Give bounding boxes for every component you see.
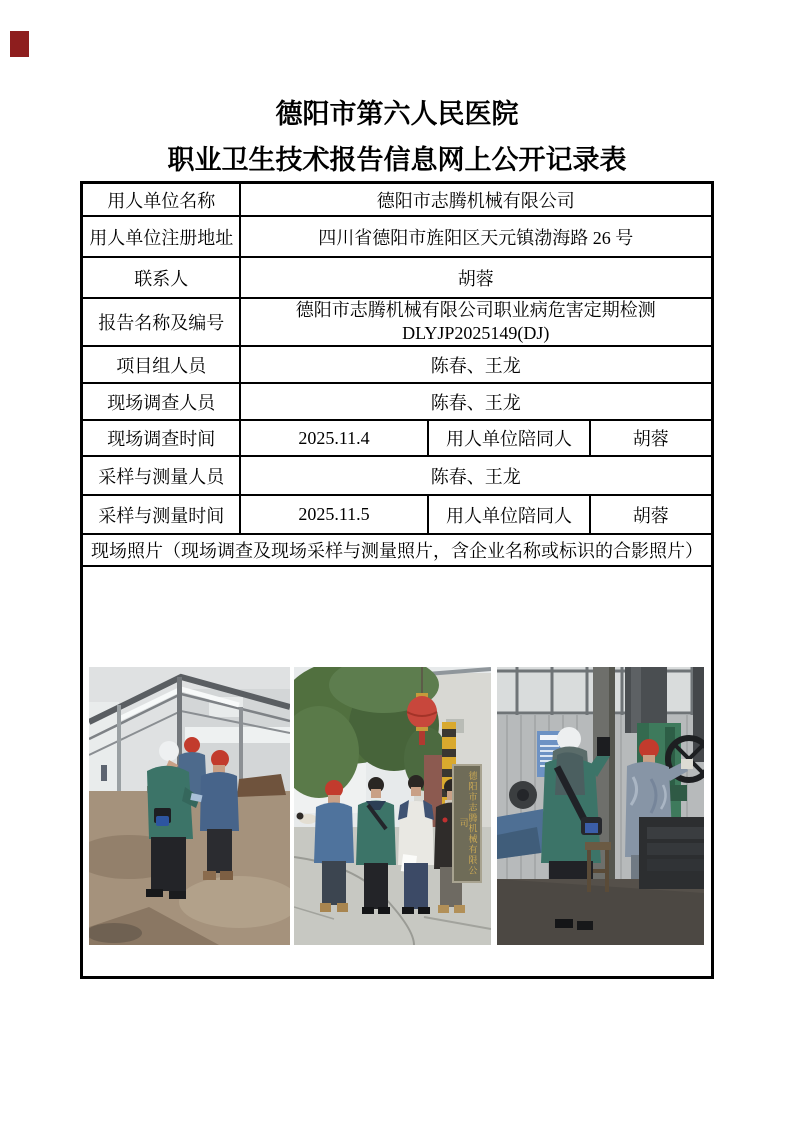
photo-site-survey [89,667,290,945]
sampling-companion-value: 胡蓉 [590,495,712,534]
record-table [80,181,713,979]
row-employer-name [82,182,712,216]
contact-person-value: 胡蓉 [240,257,712,298]
sampling-staff-value: 陈春、王龙 [240,456,712,495]
sampling-time-value: 2025.11.5 [240,495,428,534]
report-name-label: 报告名称及编号 [82,298,240,346]
contact-person-label: 联系人 [82,257,240,298]
row-site-survey-time [82,420,712,456]
site-survey-time-label: 现场调查时间 [82,420,240,456]
row-employer-address [82,216,712,257]
row-report-name-number [82,298,712,346]
row-sampling-staff [82,456,712,495]
report-name-line1: 德阳市志腾机械有限公司职业病危害定期检测 [295,300,656,321]
page-title-line2: 职业卫生技术报告信息网上公开记录表 [167,145,627,176]
sampling-companion-label: 用人单位陪同人 [428,495,590,534]
row-photos [82,566,712,977]
sampling-time-label: 采样与测量时间 [82,495,240,534]
site-survey-time-value: 2025.11.4 [240,420,428,456]
sampling-staff-label: 采样与测量人员 [82,456,240,495]
photo-group-gate [294,667,491,945]
photo-machine-measurement-image [497,667,704,945]
photos-header: 现场照片（现场调查及现场采样与测量照片，含企业名称或标识的合影照片） [82,534,712,566]
photo-machine-measurement [497,667,704,945]
site-survey-companion-label: 用人单位陪同人 [428,420,590,456]
row-site-survey-staff [82,383,712,420]
page-corner-mark [10,31,29,57]
photo-site-survey-image [89,667,290,945]
title-block [0,0,794,177]
row-photos-header [82,534,712,566]
employer-address-label: 用人单位注册地址 [82,216,240,257]
factory-sign-text: 德阳市志腾机械有限公司 [452,764,482,883]
row-project-team [82,346,712,383]
photos-cell [82,566,712,977]
report-name-value [240,298,712,346]
row-sampling-time [82,495,712,534]
project-team-label: 项目组人员 [82,346,240,383]
site-survey-companion-value: 胡蓉 [590,420,712,456]
site-survey-staff-value: 陈春、王龙 [240,383,712,420]
project-team-value: 陈春、王龙 [240,346,712,383]
report-number-line2: DLYJP2025149(DJ) [402,323,550,344]
employer-name-value: 德阳市志腾机械有限公司 [240,182,712,216]
page-title-line1: 德阳市第六人民医院 [275,99,519,129]
employer-address-value: 四川省德阳市旌阳区天元镇渤海路 26 号 [240,216,712,257]
employer-name-label: 用人单位名称 [82,182,240,216]
row-contact-person [82,257,712,298]
site-survey-staff-label: 现场调查人员 [82,383,240,420]
photos-strip [89,667,708,945]
